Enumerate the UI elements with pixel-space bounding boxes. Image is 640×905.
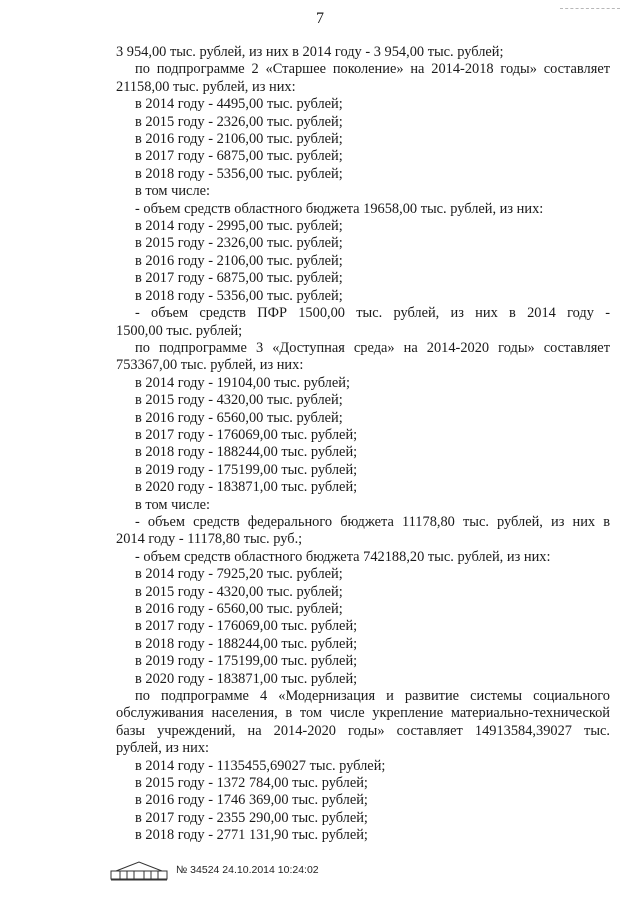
- text-line: 3 954,00 тыс. рублей, из них в 2014 году - 3 954,00 тыс. рублей;: [116, 44, 504, 60]
- text-line: в 2017 году - 6875,00 тыс. рублей;: [135, 270, 343, 287]
- text-line: 753367,00 тыс. рублей, из них:: [116, 357, 304, 374]
- text-line: в 2018 году - 5356,00 тыс. рублей;: [135, 165, 343, 182]
- text-line: в 2019 году - 175199,00 тыс. рублей;: [135, 653, 358, 670]
- page-number: 7: [316, 10, 324, 27]
- text-line: в 2014 году - 1135455,69027 тыс. рублей;: [135, 757, 386, 774]
- text-line: в 2014 году - 7925,20 тыс. рублей;: [135, 566, 343, 583]
- text-line: - объем средств федерального бюджета 11178,80 тыс. рублей, из них в: [135, 513, 610, 530]
- text-line: в 2018 году - 188244,00 тыс. рублей;: [135, 635, 358, 652]
- text-line: в 2014 году - 4495,00 тыс. рублей;: [135, 96, 343, 113]
- text-line: обслуживания населения, в том числе укрепление материально-технической: [116, 705, 610, 722]
- text-line: в 2015 году - 2326,00 тыс. рублей;: [135, 235, 343, 252]
- text-line: в 2016 году - 6560,00 тыс. рублей;: [135, 601, 343, 617]
- text-line: в 2015 году - 2326,00 тыс. рублей;: [135, 113, 343, 130]
- text-line: - объем средств областного бюджета 19658,00 тыс. рублей, из них:: [135, 200, 544, 217]
- text-line: в 2015 году - 1372 784,00 тыс. рублей;: [135, 775, 368, 792]
- text-line: по подпрограмме 3 «Доступная среда» на 2014-2020 годы» составляет: [135, 339, 610, 356]
- text-line: в том числе:: [135, 183, 211, 200]
- text-line: в 2017 году - 176069,00 тыс. рублей;: [135, 618, 358, 635]
- text-line: в 2019 году - 175199,00 тыс. рублей;: [135, 461, 358, 478]
- text-line: в 2016 году - 6560,00 тыс. рублей;: [135, 409, 343, 426]
- text-line: в 2020 году - 183871,00 тыс. рублей;: [135, 479, 358, 496]
- text-line: в 2020 году - 183871,00 тыс. рублей;: [135, 670, 358, 687]
- text-line: по подпрограмме 4 «Модернизация и развитие системы социального: [135, 688, 610, 705]
- scan-top-marks: [560, 8, 620, 15]
- text-line: в 2017 году - 2355 290,00 тыс. рублей;: [135, 809, 368, 826]
- registration-stamp: № 34524 24.10.2014 10:24:02: [176, 864, 319, 876]
- text-line: - объем средств областного бюджета 742188,20 тыс. рублей, из них:: [135, 548, 551, 565]
- text-line: в 2015 году - 4320,00 тыс. рублей;: [135, 392, 343, 409]
- text-line: в том числе:: [135, 496, 211, 513]
- text-line: базы учреждений, на 2014-2020 годы» составляет 14913584,39027 тыс.: [116, 722, 610, 739]
- text-line: 2014 году - 11178,80 тыс. руб.;: [116, 531, 303, 548]
- text-line: в 2018 году - 2771 131,90 тыс. рублей;: [135, 827, 368, 844]
- text-line: в 2014 году - 19104,00 тыс. рублей;: [135, 374, 350, 391]
- text-line: в 2015 году - 4320,00 тыс. рублей;: [135, 583, 343, 600]
- text-line: 1500,00 тыс. рублей;: [116, 322, 243, 339]
- text-line: - объем средств ПФР 1500,00 тыс. рублей, из них в 2014 году -: [135, 305, 610, 322]
- text-line: в 2014 году - 2995,00 тыс. рублей;: [135, 218, 343, 235]
- text-line: в 2018 году - 5356,00 тыс. рублей;: [135, 287, 343, 304]
- text-line: по подпрограмме 2 «Старшее поколение» на 2014-2018 годы» составляет: [135, 61, 610, 78]
- document-body: [116, 44, 610, 845]
- text-line: в 2016 году - 2106,00 тыс. рублей;: [135, 131, 343, 148]
- text-line: рублей, из них:: [116, 740, 210, 757]
- government-building-seal-icon: [110, 859, 168, 881]
- text-line: в 2018 году - 188244,00 тыс. рублей;: [135, 444, 358, 461]
- text-line: в 2016 году - 2106,00 тыс. рублей;: [135, 252, 343, 269]
- text-line: в 2017 году - 176069,00 тыс. рублей;: [135, 426, 358, 443]
- text-line: 21158,00 тыс. рублей, из них:: [116, 78, 296, 95]
- document-footer: [110, 858, 410, 882]
- text-line: в 2016 году - 1746 369,00 тыс. рублей;: [135, 792, 368, 809]
- text-line: в 2017 году - 6875,00 тыс. рублей;: [135, 148, 343, 165]
